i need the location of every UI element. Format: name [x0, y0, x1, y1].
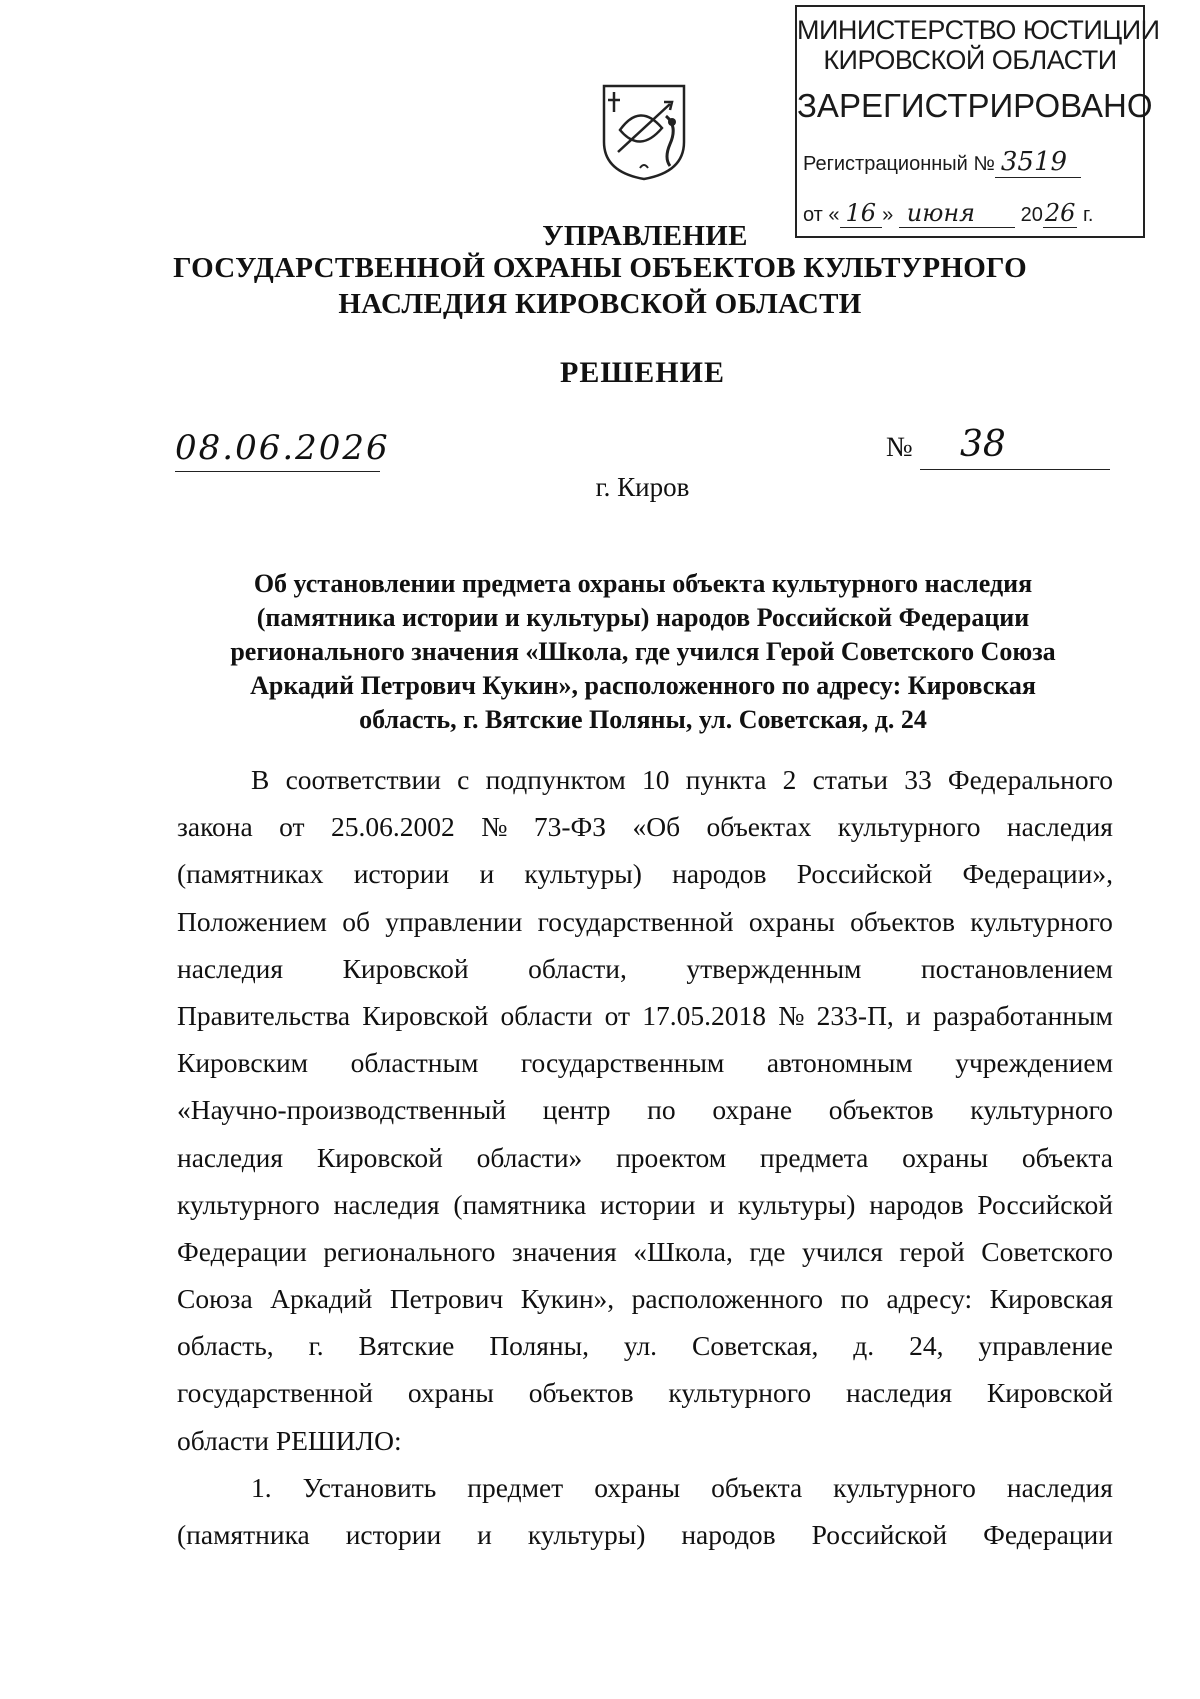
document-subject: [175, 567, 1111, 737]
org-title-line3: НАСЛЕДИЯ КИРОВСКОЙ ОБЛАСТИ: [338, 288, 862, 320]
body-line: (памятниках истории и культуры) народов Российской Федерации»,: [177, 858, 1113, 890]
org-title-line2: ГОСУДАРСТВЕННОЙ ОХРАНЫ ОБЪЕКТОВ КУЛЬТУРНОГО: [173, 252, 1027, 284]
stamp-date-month: июня: [899, 199, 1015, 228]
stamp-registration-number: [803, 147, 1081, 177]
stamp-ministry: [797, 15, 1160, 75]
document-number: 38: [960, 424, 1006, 465]
body-line: Кировским областным государственным автономным учреждением: [177, 1047, 1113, 1079]
document-number-underline: [920, 469, 1110, 470]
body-line: наследия Кировской области» проектом предмета охраны объекта: [177, 1141, 1113, 1173]
stamp-date-year-value: 26: [1044, 199, 1076, 227]
coat-of-arms-icon: [600, 82, 688, 182]
stamp-date-prefix: от «: [803, 204, 840, 226]
document-body: [177, 756, 1113, 1558]
body-line: наследия Кировской области, утвержденным постановлением: [177, 952, 1113, 984]
body-line: область, г. Вятские Поляны, ул. Советская, д. 24, управление: [177, 1330, 1113, 1362]
subject-line1: Об установлении предмета охраны объекта культурного наследия: [253, 569, 1033, 598]
number-sign: №: [886, 432, 913, 463]
body-line: закона от 25.06.2002 № 73-ФЗ «Об объектах культурного наследия: [177, 811, 1113, 843]
registration-stamp: [795, 5, 1160, 238]
stamp-date-year-prefix: 20: [1020, 204, 1043, 226]
document-type-title: РЕШЕНИЕ: [560, 356, 725, 389]
stamp-date-mid: »: [882, 204, 894, 226]
org-title-line1: УПРАВЛЕНИЕ: [542, 220, 748, 252]
stamp-date-suffix: г.: [1082, 204, 1094, 226]
subject-line4: Аркадий Петрович Кукин», расположенного по адресу: Кировская: [250, 671, 1036, 700]
body-line: «Научно-производственный центр по охране объектов культурного: [177, 1094, 1113, 1126]
document-city: г. Киров: [595, 472, 690, 502]
body-line: Федерации регионального значения «Школа, где учился герой Советского: [177, 1235, 1113, 1267]
body-line: области РЕШИЛО:: [177, 1424, 402, 1456]
body-line: В соответствии с подпунктом 10 пункта 2 статьи 33 Федерального: [251, 764, 1113, 795]
body-line: 1. Установить предмет охраны объекта культурного наследия: [251, 1471, 1113, 1503]
body-line: Положением об управлении государственной охраны объектов культурного: [177, 905, 1113, 937]
stamp-ministry-line2: КИРОВСКОЙ ОБЛАСТИ: [823, 45, 1117, 75]
subject-line5: область, г. Вятские Поляны, ул. Советская, д. 24: [359, 705, 927, 734]
subject-line2: (памятника истории и культуры) народов Российской Федерации: [256, 603, 1030, 632]
stamp-registered: ЗАРЕГИСТРИРОВАНО: [797, 87, 1153, 124]
body-line: государственной охраны объектов культурного наследия Кировской: [177, 1377, 1113, 1409]
document-date: 08.06.2026: [175, 428, 390, 468]
body-line: (памятника истории и культуры) народов Российской Федерации: [177, 1519, 1113, 1550]
stamp-regnum-label: Регистрационный №: [803, 153, 995, 175]
stamp-date-day: 16: [840, 199, 883, 228]
body-line: культурного наследия (памятника истории и культуры) народов Российской: [177, 1188, 1113, 1220]
stamp-ministry-line1: МИНИСТЕРСТВО ЮСТИЦИИ: [797, 15, 1160, 45]
subject-line3: регионального значения «Школа, где учился Герой Советского Союза: [230, 637, 1056, 666]
body-line: Союза Аркадий Петрович Кукин», расположенного по адресу: Кировская: [177, 1283, 1113, 1315]
stamp-regnum-value: 3519: [995, 147, 1081, 178]
body-line: Правительства Кировской области от 17.05.2018 № 233-П, и разработанным: [177, 999, 1113, 1031]
